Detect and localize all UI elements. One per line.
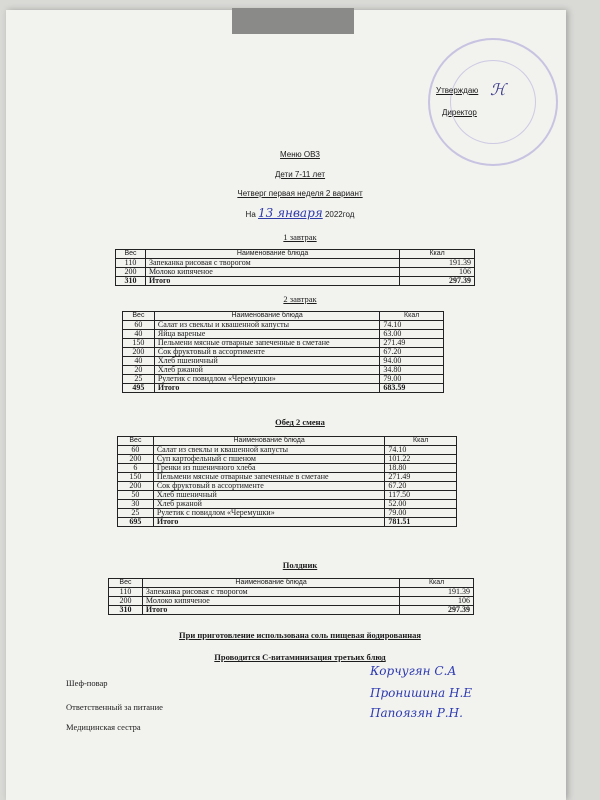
table-row: 40 Яйца вареные 63.00 [123,330,444,339]
binder-clip [232,8,354,34]
director-signature: ℋ [490,80,506,99]
signature-chef: Корчугян С.А [370,664,457,678]
table-row: 50 Хлеб пшеничный 117.50 [118,491,457,500]
col-name: Наименование блюда [145,250,399,259]
table-row: 60 Салат из свеклы и квашенной капусты 74.10 [123,321,444,330]
section-title-breakfast2: 2 завтрак [283,294,317,304]
role-chef: Шеф-повар [66,678,108,688]
table-row: 6 Гренки из пшеничного хлеба 18.80 [118,464,457,473]
director-label: Директор [442,108,477,117]
weekday-label: Четверг первая неделя 2 вариант [237,189,363,198]
table-row: 20 Хлеб ржаной 34.80 [123,366,444,375]
col-kcal: Ккал [400,250,475,259]
section-title-lunch: Обед 2 смена [275,417,325,427]
date-suffix: 2022год [324,210,355,219]
table-row: 25 Рулетик с повидлом «Черемушки» 79.00 [123,375,444,384]
approve-label: Утверждаю [436,86,479,95]
table-breakfast1 [115,249,475,286]
date-prefix: На [245,210,256,219]
col-weight: Вес [116,250,146,259]
role-nurse: Медицинская сестра [66,722,141,732]
section-title-snack: Полдник [282,560,318,570]
date-line [0,206,600,220]
table-row: 200 Молоко кипяченое 106 [116,268,475,277]
table-row: 30 Хлеб ржаной 52.00 [118,500,457,509]
table-breakfast2: Вес Наименование блюда Ккал 60 Салат из свеклы и квашенной капусты 74.10 40 Яйца вареные 63.00 150 Пельмени мясные отварные запеченные в сметане 271.49 200 Сок фруктовый в ассортименте 67.20 40 Хлеб пшеничный 94.00 20 Хлеб ржаной 34.80 25 Рулетик с повидлом «Черемушки» 79.00 495 Итого 683.59 [122,311,444,393]
total-row: 695 Итого 781.51 [118,518,457,527]
table-row: 200 Суп картофельный с пшеном 101.22 [118,455,457,464]
role-responsible: Ответственный за питание [66,702,163,712]
table-row: 150 Пельмени мясные отварные запеченные в сметане 271.49 [118,473,457,482]
signature-nurse: Папоязян Р.Н. [370,706,463,720]
menu-title: Меню ОВЗ [280,150,320,159]
table-row: 200 Сок фруктовый в ассортименте 67.20 [118,482,457,491]
signature-responsible: Пронишина Н.Е [370,686,473,700]
table-lunch: Вес Наименование блюда Ккал 60 Салат из свеклы и квашенной капусты 74.10 200 Суп картофельный с пшеном 101.22 6 Гренки из пшеничного хлеба 18.80 150 Пельмени мясные отварные запеченные в сметане 271.49 200 Сок фруктовый в ассортименте 67.20 50 Хлеб пшеничный 117.50 30 Хлеб ржаной 52.00 25 Рулетик с повидлом «Черемушки» 79.00 695 Итого 781.51 [117,436,457,527]
table-snack: Вес Наименование блюда Ккал 110 Запеканка рисовая с творогом 191.39 200 Молоко кипяченое 106 310 Итого 297.39 [108,578,474,615]
salt-note: При приготовление использована соль пищевая йодированная [179,630,421,640]
table-row: 200 Молоко кипяченое 106 [109,597,474,606]
section-title-breakfast1: 1 завтрак [283,232,317,242]
table-row: 110 Запеканка рисовая с творогом 191.39 [109,588,474,597]
table-row: 200 Сок фруктовый в ассортименте 67.20 [123,348,444,357]
total-row: 310 Итого 297.39 [116,277,475,286]
table-row: 40 Хлеб пшеничный 94.00 [123,357,444,366]
stamp-seal [428,38,558,166]
audience-label: Дети 7-11 лет [274,170,326,179]
vitamin-note: Проводится С-витаминизация третьих блюд [214,652,386,662]
table-row: 110 Запеканка рисовая с творогом 191.39 [116,259,475,268]
table-row: 25 Рулетик с повидлом «Черемушки» 79.00 [118,509,457,518]
table-row: 60 Салат из свеклы и квашенной капусты 74.10 [118,446,457,455]
total-row: 310 Итого 297.39 [109,606,474,615]
total-row: 495 Итого 683.59 [123,384,444,393]
date-handwritten: 13 января [258,206,323,220]
table-row: 150 Пельмени мясные отварные запеченные в сметане 271.49 [123,339,444,348]
